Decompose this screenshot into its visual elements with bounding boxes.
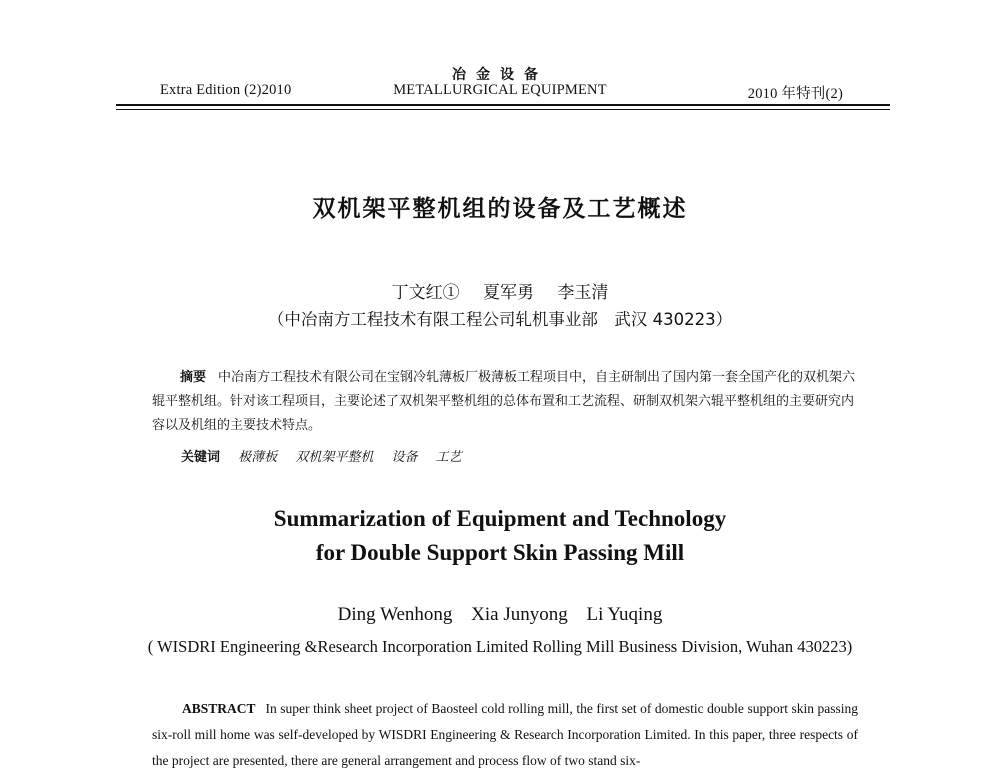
issue-label-english: Extra Edition (2)2010 [160,82,292,98]
author-name: 夏军勇 [483,283,534,303]
abstract-label: ABSTRACT [182,701,256,716]
abstract-chinese [152,366,860,438]
header-rule-thick [116,104,890,106]
keywords-chinese [181,446,476,465]
title-line: Summarization of Equipment and Technology [273,506,727,531]
author-list-chinese [0,278,1000,303]
author-name: Li Yuqing [586,604,663,625]
journal-name-chinese: 冶金设备 [452,67,548,83]
header-rule-thin [116,109,890,110]
author-name: 丁文红① [391,283,460,303]
title-line: for Double Support Skin Passing Mill [315,540,685,565]
keyword: 极薄板 [238,450,278,465]
issue-label-chinese: 2010 年特刊(2) [747,86,843,102]
author-name: Xia Junyong [471,604,568,625]
keyword: 双机架平整机 [295,450,374,465]
author-name: Ding Wenhong [337,604,453,625]
abstract-label: 摘要 [180,370,207,385]
abstract-text: 中冶南方工程技术有限公司在宝钢冷轧薄板厂极薄板工程项目中，自主研制出了国内第一套全国产化的双机架六辊平整机组。针对该工程项目，主要论述了双机架平整机组的总体布置和工艺流程、研制双机架六辊平整机组的主要研究内容以及机组的主要技术特点。 [152,370,856,433]
abstract-english [152,696,858,774]
paper-title-english [0,502,1000,570]
author-name: 李玉清 [557,283,609,303]
affiliation-chinese: （中冶南方工程技术有限工程公司轧机事业部 武汉 430223） [267,310,733,329]
journal-name-english: METALLURGICAL EQUIPMENT [393,82,607,98]
author-list-english [0,604,1000,626]
paper-title-chinese: 双机架平整机组的设备及工艺概述 [312,196,688,222]
keyword: 工艺 [435,450,462,465]
keywords-label: 关键词 [181,450,221,465]
keyword: 设备 [391,450,418,465]
abstract-text: In super think sheet project of Baosteel cold rolling mill, the first set of domestic double support skin passing six-roll mill home was self-developed by WISDRI Engineering & Research Incorporation Limited. In this paper, three respects of the project are presented, there are general arrangement and process flow of two stand six- [152,701,858,768]
affiliation-english: ( WISDRI Engineering &Research Incorporation Limited Rolling Mill Business Division, Wuhan 430223) [147,637,853,656]
